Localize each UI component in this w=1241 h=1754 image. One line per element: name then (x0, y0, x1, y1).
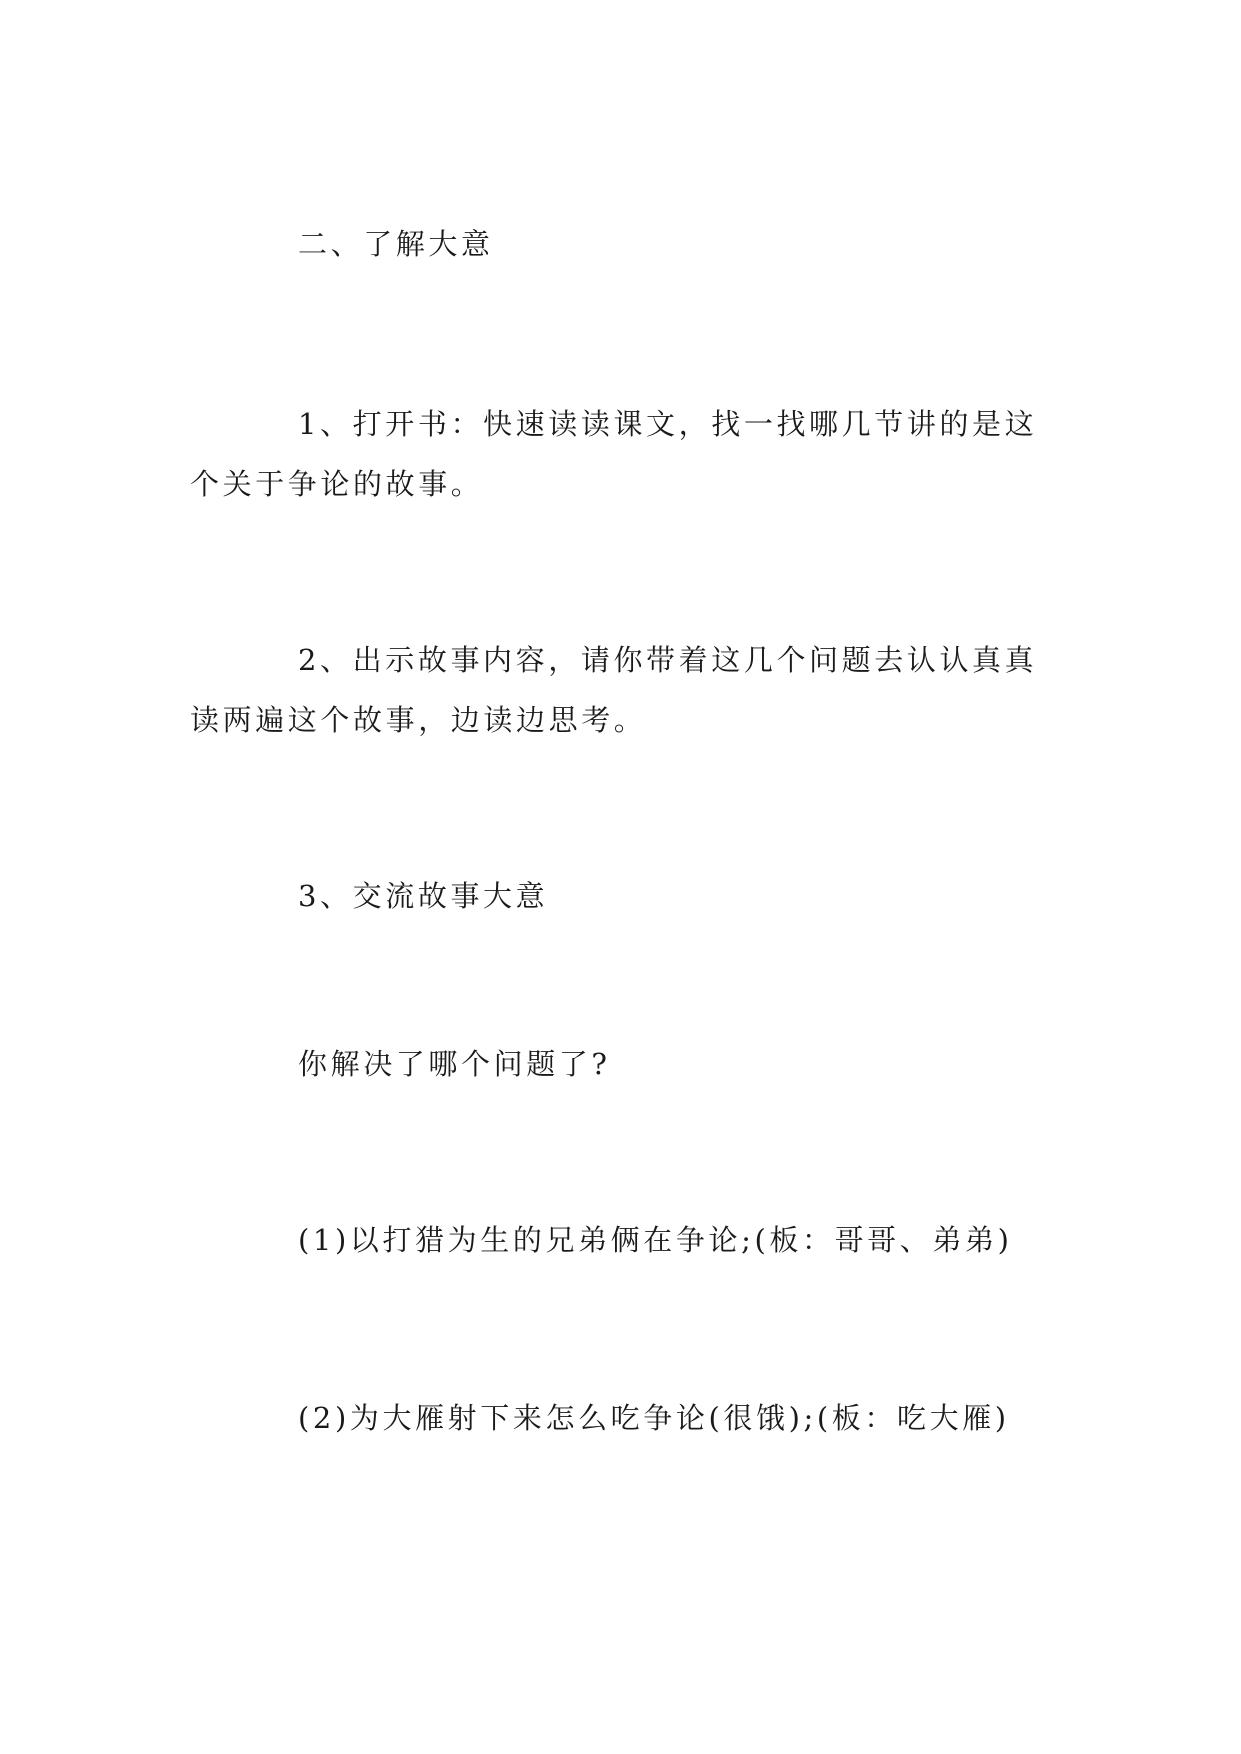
paragraph-answer-2: (2)为大雁射下来怎么吃争论(很饿);(板：吃大雁) (298, 1401, 1010, 1435)
paragraph-step-2: 2、出示故事内容，请你带着这几个问题去认认真真读两遍这个故事，边读边思考。 (190, 643, 1038, 737)
paragraph-step-1: 1、打开书：快速读读课文，找一找哪几节讲的是这个关于争论的故事。 (190, 407, 1038, 501)
paragraph-question: 你解决了哪个问题了? (298, 1047, 611, 1081)
section-heading: 二、了解大意 (298, 227, 494, 261)
paragraph-answer-1: (1)以打猎为生的兄弟俩在争论;(板：哥哥、弟弟) (298, 1223, 1013, 1257)
paragraph-step-3: 3、交流故事大意 (298, 879, 549, 913)
